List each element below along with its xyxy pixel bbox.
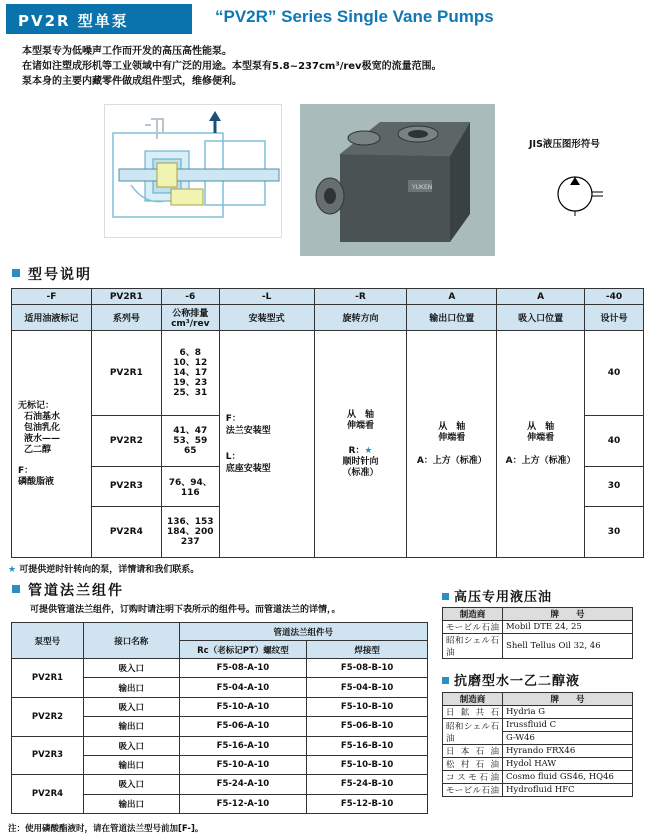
- high-pressure-oil-title: 高压专用液压油: [442, 586, 552, 605]
- star-icon: ★: [364, 445, 373, 456]
- pump-photo: [300, 104, 495, 256]
- table-row: G-W46: [443, 732, 633, 745]
- intro-line: 在诸如注塑成形机等工业领域中有广泛的用途。本型泵有5.8~237cm³/rev极宽的流量范围。: [22, 61, 442, 72]
- water-glycol-table: 制造商 牌 号 日鉱共石 Hydria G 昭和シェル石油 Irussfluid C G-W46 日本石油 Hyrando FRX46 松村石油 Hydol HAW コスモ石油 Cosmo fluid GS46, HQ46 モービル石油 Hydrofluid HFC: [442, 692, 633, 797]
- flange-table: 泵型号 接口名称 管道法兰组件号 Rc（老标记PT）螺纹型 焊接型 PV2R1 吸入口 F5-08-A-10 F5-08-B-10 输出口 F5-04-A-10 F5-04-B-10 PV2R2 吸入口 F5-10-A-10 F5-10-B-10 输出口 F5-06-A-10 F5-06-B-10 PV2R3 吸入口 F5-16-A-10 F5-16-B-10 输出口 F5-10-A-10 F5-10-B-10 PV2R4 吸入口 F5-24-A-10 F5-24-B-10 输出口 F5-12-A-10 F5-12-B-10: [11, 622, 428, 814]
- pump-photo-illustration: [300, 104, 495, 256]
- intro-line: 本型泵专为低噪声工作而开发的高压高性能泵。: [22, 46, 232, 57]
- table-row: 日鉱共石 Hydria G: [443, 706, 633, 719]
- table-row: PV2R3 吸入口 F5-16-A-10 F5-16-B-10: [12, 736, 428, 755]
- table-row: 输出口 F5-04-A-10 F5-04-B-10: [12, 678, 428, 697]
- jis-symbol-label: JIS液压图形符号: [529, 139, 600, 150]
- high-pressure-oil-table: 制造商 牌 号 モービル石油 Mobil DTE 24, 25 昭和シェル石油 Shell Tellus Oil 32, 46: [442, 607, 633, 659]
- pump-section-drawing: [105, 105, 283, 239]
- inlet-cell: 从 轴 伸端看 A：上方（标准）: [497, 331, 585, 558]
- section-square-icon: [442, 593, 449, 600]
- fluid-option-cell: 无标记： 石油基水 包油乳化 液水—— 乙二醇 F： 磷酸脂液: [12, 331, 92, 558]
- table-row: 输出口 F5-12-A-10 F5-12-B-10: [12, 794, 428, 813]
- flange-footnote: 注：使用磷酸酯液时，请在管道法兰型号前加[F-]。: [8, 824, 204, 834]
- table-row: 松村石油 Hydol HAW: [443, 758, 633, 771]
- outlet-cell: 从 轴 伸端看 A：上方（标准）: [407, 331, 497, 558]
- section-square-icon: [442, 677, 449, 684]
- header-row: 适用油液标记 系列号 公称排量 cm³/rev 安装型式 旋转方向 输出口位置 吸入口位置 设计号: [12, 305, 644, 331]
- table-row: PV2R4 吸入口 F5-24-A-10 F5-24-B-10: [12, 775, 428, 794]
- mounting-cell: F： 法兰安装型 L： 底座安装型: [219, 331, 314, 558]
- table-row: 输出口 F5-06-A-10 F5-06-B-10: [12, 717, 428, 736]
- rotation-cell: 从 轴 伸端看 R：★ 顺时针向 （标准）: [314, 331, 407, 558]
- flange-description: 可提供管道法兰组件，订购时请注明下表所示的组件号。而管道法兰的详情，。: [30, 605, 341, 615]
- series-row: PV2R3 76、94、116 30: [12, 466, 644, 506]
- rotation-footnote: ★ 可提供逆时针转向的泵，详情请和我们联系。: [8, 565, 200, 575]
- series-row: 无标记： 石油基水 包油乳化 液水—— 乙二醇 F： 磷酸脂液 PV2R1 6、8 10、12 14、17 19、23 25、31 F： 法兰安装型 L： 底座安装型 从 轴 伸端看 R：★ 顺时针向 （标准） 从 轴 伸端看 A：上方（标准） 从 轴 伸端看 A：上方（标准） 40: [12, 331, 644, 416]
- model-section-title: 型号说明: [12, 264, 92, 284]
- star-icon: ★: [8, 565, 17, 575]
- nameplate-text: YUKEN: [412, 184, 433, 191]
- table-row: 输出口 F5-10-A-10 F5-10-B-10: [12, 755, 428, 774]
- section-square-icon: [12, 585, 20, 593]
- table-row: コスモ石油 Cosmo fluid GS46, HQ46: [443, 771, 633, 784]
- table-row: 昭和シェル石油 Shell Tellus Oil 32, 46: [443, 634, 633, 659]
- table-row: モービル石油 Mobil DTE 24, 25: [443, 621, 633, 634]
- series-row: PV2R4 136、153 184、200 237 30: [12, 506, 644, 557]
- table-row: モービル石油 Hydrofluid HFC: [443, 784, 633, 797]
- code-row: -F PV2R1 -6 -L -R A A -40: [12, 289, 644, 305]
- page-title: PV2R 型单泵: [6, 4, 192, 34]
- hydraulic-pump-symbol: [553, 172, 605, 216]
- displacement-cell: 6、8 10、12 14、17 19、23 25、31: [161, 331, 219, 416]
- table-row: 昭和シェル石油 Irussfluid C: [443, 719, 633, 732]
- intro-line: 泵本身的主要内藏零件做成组件型式，维修便利。: [22, 76, 242, 87]
- intro-text: [22, 44, 442, 89]
- flange-section-title: 管道法兰组件: [12, 580, 124, 600]
- page-title-english: “PV2R” Series Single Vane Pumps: [215, 7, 494, 26]
- series-row: PV2R2 41、47 53、59 65 40: [12, 415, 644, 466]
- table-row: PV2R1 吸入口 F5-08-A-10 F5-08-B-10: [12, 659, 428, 678]
- table-row: 日本石油 Hyrando FRX46: [443, 745, 633, 758]
- water-glycol-title: 抗磨型水一乙二醇液: [442, 670, 580, 689]
- section-square-icon: [12, 269, 20, 277]
- cross-section-diagram: [104, 104, 282, 238]
- table-row: PV2R2 吸入口 F5-10-A-10 F5-10-B-10: [12, 697, 428, 716]
- model-code-table: [11, 288, 644, 558]
